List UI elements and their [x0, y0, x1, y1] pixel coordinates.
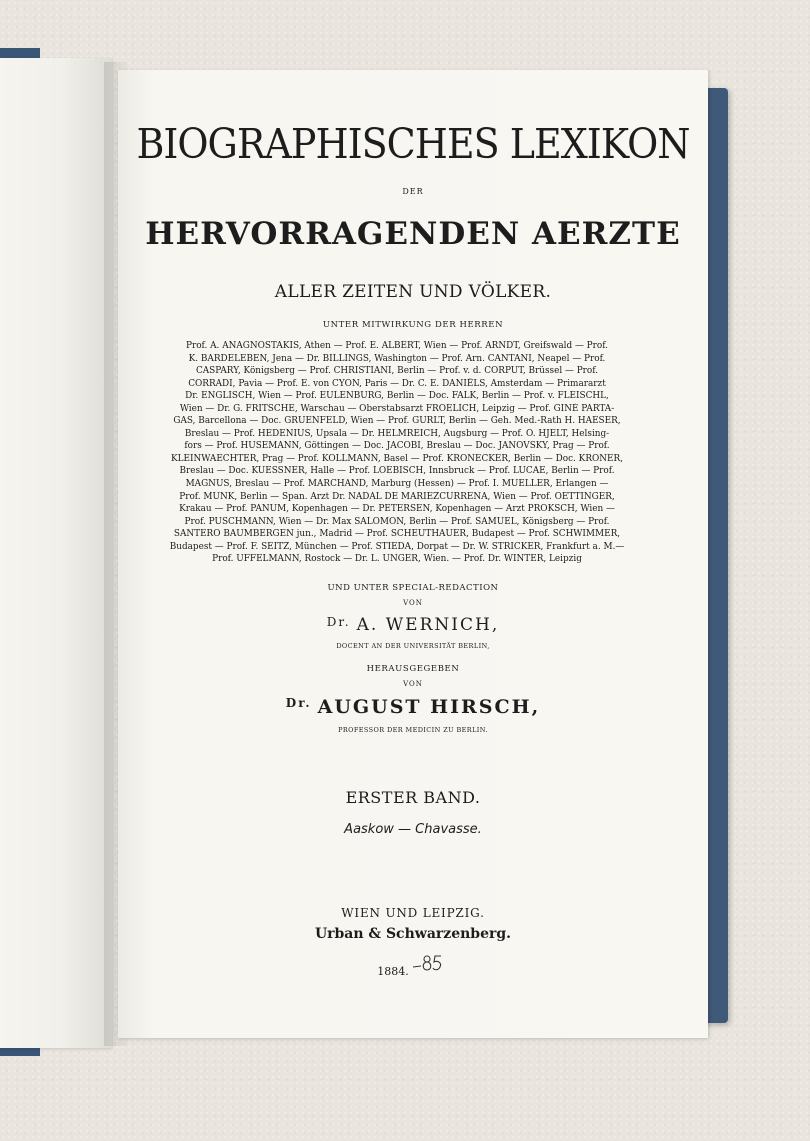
volume-range: Aaskow — Chavasse.	[344, 822, 482, 837]
handwritten-85-mark	[411, 953, 449, 975]
title-page	[118, 70, 708, 1038]
contributors-line: KLEINWAECHTER, Prag — Prof. KOLLMANN, Basel — Prof. KRONECKER, Berlin — Doc. KRONER,	[170, 453, 624, 464]
contributors-line: CORRADI, Pavia — Prof. E. von CYON, Paris — Dr. C. E. DANIËLS, Amsterdam — Primararzt	[188, 378, 606, 389]
contributors-list	[142, 340, 652, 566]
left-blank-page	[0, 58, 112, 1048]
title-line-1: BIOGRAPHISCHES LEXIKON	[136, 120, 690, 168]
publication-year: 1884.	[377, 965, 409, 978]
title-connector: DER	[402, 187, 424, 196]
editor-1-name: A. WERNICH,	[356, 615, 500, 635]
special-redaction-heading: UND UNTER SPECIAL-REDACTION	[327, 583, 499, 593]
subtitle: ALLER ZEITEN UND VÖLKER.	[274, 282, 552, 302]
title-line-2: HERVORRAGENDEN AERZTE	[145, 216, 681, 252]
publisher-name: Urban & Schwarzenberg.	[314, 926, 512, 942]
handwritten-annotation	[411, 953, 449, 978]
contributors-line: Dr. ENGLISCH, Wien — Prof. EULENBURG, Berlin — Doc. FALK, Berlin — Prof. v. FLEISCHL,	[185, 391, 609, 402]
contributors-line: Prof. MUNK, Berlin — Span. Arzt Dr. NADAL DE MARIEZCURRENA, Wien — Prof. OETTINGER,	[179, 491, 615, 502]
contributors-line: Wien — Dr. G. FRITSCHE, Warschau — Oberstabsarzt FROELICH, Leipzig — Prof. GINÉ PARTA-	[179, 403, 615, 414]
publication-year-line	[118, 953, 708, 978]
editor-1-role: DOCENT AN DER UNIVERSITÄT BERLIN,	[336, 642, 490, 650]
von-label-2: VON	[403, 680, 423, 688]
von-label-1: VON	[403, 599, 423, 607]
volume-label: ERSTER BAND.	[345, 788, 481, 807]
contributors-line: GAS, Barcellona — Doc. GRUENFELD, Wien — Prof. GURLT, Berlin — Geh. Med.-Rath H. HAESER,	[173, 416, 621, 427]
contributors-line: Krakau — Prof. PANUM, Kopenhagen — Dr. PETERSEN, Kopenhagen — Arzt PROKSCH, Wien —	[179, 504, 615, 515]
contributors-line: Breslau — Prof. HEDENIUS, Upsala — Dr. HELMREICH, Augsburg — Prof. O. HJELT, Helsing-	[184, 428, 610, 439]
publication-city: WIEN UND LEIPZIG.	[341, 906, 485, 920]
editor-2-role: PROFESSOR DER MEDICIN ZU BERLIN.	[338, 726, 488, 734]
contributors-line: fors — Prof. HUSEMANN, Göttingen — Doc. JACOBI, Breslau — Doc. JANOVSKY, Prag — Prof.	[184, 441, 610, 452]
herausgegeben-heading: HERAUSGEGEBEN	[366, 664, 460, 674]
contributors-line: Breslau — Doc. KUESSNER, Halle — Prof. LOEBISCH, Innsbruck — Prof. LUCAE, Berlin — Prof.	[179, 466, 615, 477]
editor-2-name: AUGUST HIRSCH,	[317, 696, 541, 718]
contributors-heading: UNTER MITWIRKUNG DER HERREN	[322, 320, 504, 330]
contributors-line: SANTERO BAUMBERGEN jun., Madrid — Prof. SCHEUTHAUER, Budapest — Prof. SCHWIMMER,	[173, 529, 621, 540]
editor-2-prefix: Dr.	[285, 696, 312, 710]
contributors-line: K. BARDELEBEN, Jena — Dr. BILLINGS, Washington — Prof. Arn. CANTANI, Neapel — Prof.	[188, 353, 606, 364]
contributors-line: CASPARY, Königsberg — Prof. CHRISTIANI, Berlin — Prof. v. d. CORPUT, Brüssel — Prof.	[195, 366, 599, 377]
contributors-line: MAGNUS, Breslau — Prof. MARCHAND, Marburg (Hessen) — Prof. I. MUELLER, Erlangen —	[185, 479, 609, 490]
editor-2	[118, 696, 708, 718]
editor-1-prefix: Dr.	[326, 615, 351, 629]
contributors-line: Prof. PUSCHMANN, Wien — Dr. Max SALOMON, Berlin — Prof. SAMUEL, Königsberg — Prof.	[184, 516, 610, 527]
editor-1	[118, 615, 708, 635]
contributors-line: Prof. A. ANAGNOSTAKIS, Athen — Prof. E. ALBERT, Wien — Prof. ARNDT, Greifswald — Prof.	[185, 341, 608, 351]
contributors-line: Budapest — Prof. F. SEITZ, München — Prof. STIEDA, Dorpat — Dr. W. STRICKER, Frankfurt a. M.—	[169, 541, 625, 552]
contributors-line: Prof. UFFELMANN, Rostock — Dr. L. UNGER, Wien. — Prof. Dr. WINTER, Leipzig	[212, 554, 582, 565]
